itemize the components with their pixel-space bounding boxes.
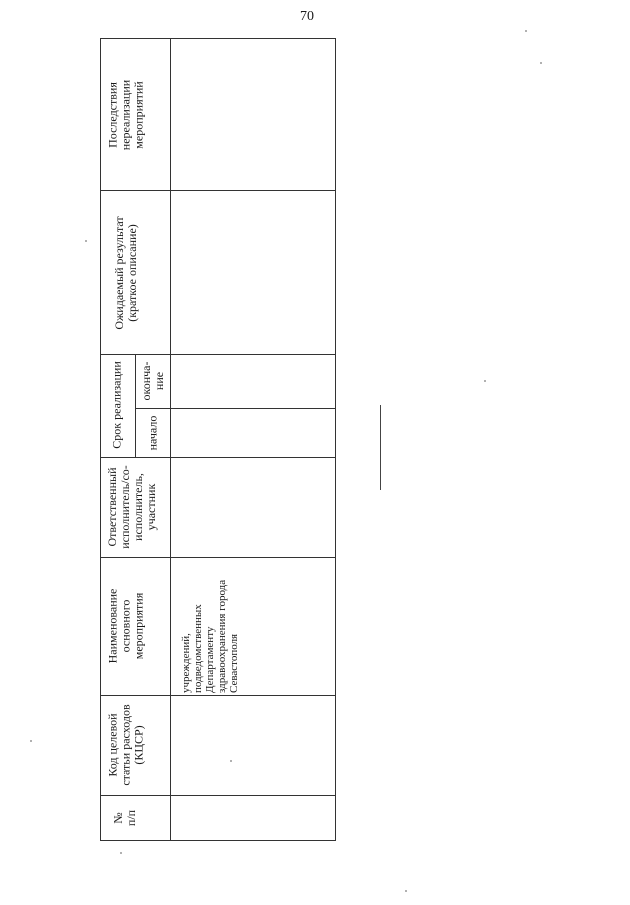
scan-speck — [85, 240, 87, 242]
scan-speck — [525, 30, 527, 32]
scan-speck — [30, 740, 32, 742]
col-divider — [100, 695, 336, 696]
header-term: Срок реализации — [109, 361, 124, 449]
row-name-cell: учреждений, подведомственных Департаменту здравоохранения города Севастополя — [180, 579, 240, 693]
header-term-start: начало — [145, 415, 160, 451]
header-consequences: Последствия нереализации мероприятий — [105, 79, 146, 151]
separator-line — [380, 405, 381, 490]
header-responsible: Ответственный исполнитель/со- исполнитель, участник — [105, 465, 158, 549]
table-border-bottom — [100, 840, 336, 841]
header-name: Наименование основного мероприятия — [105, 588, 146, 664]
header-expected: Ожидаемый результат (краткое описание) — [112, 216, 139, 330]
table-border-top — [100, 38, 336, 39]
scan-speck — [120, 852, 122, 854]
col-divider — [100, 795, 336, 796]
page-number: 70 — [300, 9, 314, 24]
table-border-right — [335, 38, 336, 841]
term-subheader-divider — [135, 354, 136, 458]
header-divider — [170, 38, 171, 841]
scan-speck — [230, 760, 232, 762]
scan-speck — [484, 380, 486, 382]
term-subcol-divider — [135, 408, 336, 409]
col-divider — [100, 190, 336, 191]
scan-speck — [405, 890, 407, 892]
header-num: № п/п — [111, 809, 138, 827]
header-term-end: оконча- ние — [139, 361, 166, 401]
table-border-left — [100, 38, 101, 841]
header-kcsr: Код целевой статьи расходов (КЦСР) — [105, 704, 146, 786]
col-divider — [100, 557, 336, 558]
scan-speck — [540, 62, 542, 64]
